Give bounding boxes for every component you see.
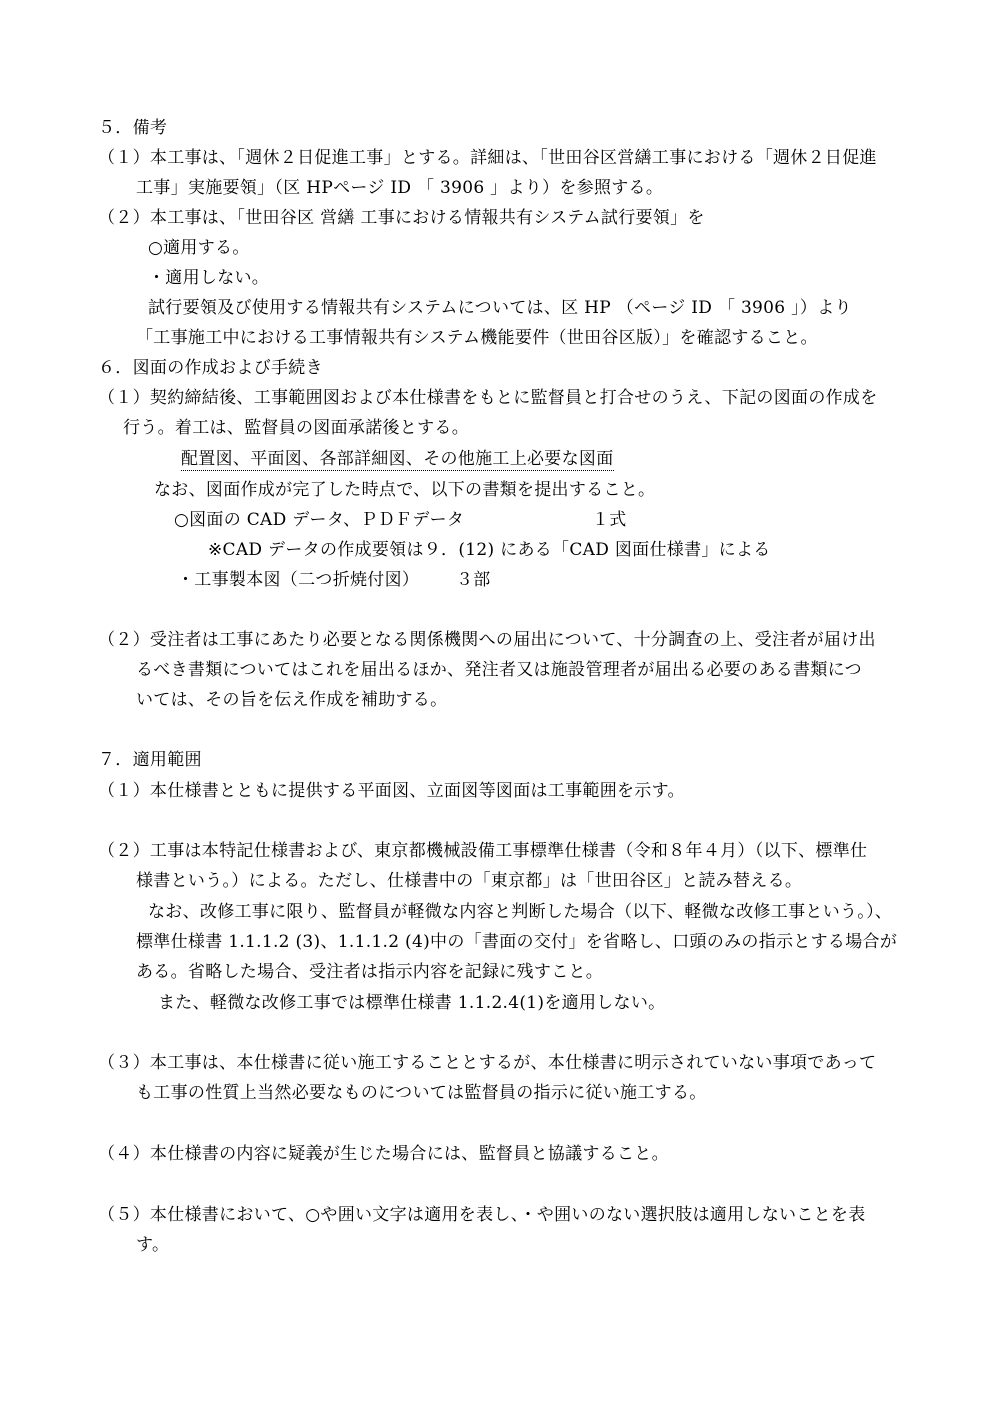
section-7-item-2-line-6: また、軽微な改修工事では標準仕様書 1.1.2.4(1)を適用しない。 [158,993,666,1013]
section-6-item-2-line-2: るべき書類についてはこれを届出るほか、発注者又は施設管理者が届出る必要のある書類につ [136,660,862,680]
section-7-item-3-line-1: （３）本工事は、本仕様書に従い施工することとするが、本仕様書に明示されていない事項であって [98,1053,877,1073]
section-7-item-5-line-2: す。 [136,1235,170,1255]
section-5-item-1-line-2: 工事」実施要領」（区 HPページ ID 「 3906 」より）を参照する。 [136,178,664,198]
section-7-item-4-line-1: （４）本仕様書の内容に疑義が生じた場合には、監督員と協議すること。 [98,1144,669,1164]
section-7-heading: ７．適用範囲 [98,750,202,770]
section-5-item-2-note-1: 試行要領及び使用する情報共有システムについては、区 HP （ページ ID 「 3906 」）より [148,298,852,318]
section-7-item-2-line-2: 様書という。）による。ただし、仕様書中の「東京都」は「世田谷区」と読み替える。 [136,871,803,891]
section-6-item-1-line-1: （１）契約締結後、工事範囲図および本仕様書をもとに監督員と打合せのうえ、下記の図面の作成を [98,388,878,408]
section-5-item-2-line-1: （２）本工事は、「世田谷区 営繕 工事における情報共有システム試行要領」を [98,208,705,228]
cad-data-item: ○図面の CAD データ、ＰＤＦデータ [174,510,465,530]
section-7-item-2-line-1: （２）工事は本特記仕様書および、東京都機械設備工事標準仕様書（令和８年４月）（以下、標準仕 [98,841,868,861]
section-5-heading: ５．備考 [98,118,168,138]
required-drawings [181,448,614,470]
section-7-item-5-line-1: （５）本仕様書において、○や囲い文字は適用を表し、・や囲いのない選択肢は適用しないことを表 [98,1205,866,1225]
section-7-item-1-line-1: （１）本仕様書とともに提供する平面図、立面図等図面は工事範囲を示す。 [98,781,685,801]
section-7-item-2-line-3: なお、改修工事に限り、監督員が軽微な内容と判断した場合（以下、軽微な改修工事という。）、 [148,902,893,922]
option-not-applied: ・適用しない。 [148,268,270,288]
required-drawings-text: 配置図、平面図、各部詳細図、その他施工上必要な図面 [181,449,614,469]
print-drawings-item: ・工事製本図（二つ折焼付図） [177,570,420,590]
section-7-item-3-line-2: も工事の性質上当然必要なものについては監督員の指示に従い施工する。 [136,1083,707,1103]
section-6-heading: ６．図面の作成および手続き [98,358,323,378]
section-6-item-1-line-2: 行う。着工は、監督員の図面承諾後とする。 [123,418,469,438]
print-drawings-quantity: ３部 [456,570,491,590]
section-7-item-2-line-5: ある。省略した場合、受注者は指示内容を記録に残すこと。 [136,962,604,982]
cad-data-quantity: １式 [592,510,627,530]
section-7-item-2-line-4: 標準仕様書 1.1.1.2 (3)、1.1.1.2 (4)中の「書面の交付」を省略し、口頭のみの指示とする場合が [136,932,898,952]
cad-data-note: ※CAD データの作成要領は９．(12) にある「CAD 図面仕様書」による [208,540,771,560]
submit-note: なお、図面作成が完了した時点で、以下の書類を提出すること。 [154,480,656,500]
section-6-item-2-line-3: いては、その旨を伝え作成を補助する。 [136,690,448,710]
section-6-item-2-line-1: （２）受注者は工事にあたり必要となる関係機関への届出について、十分調査の上、受注者が届け出 [98,630,876,650]
section-5-item-1-line-1: （１）本工事は、「週休２日促進工事」とする。詳細は、「世田谷区営繕工事における「週休２日促進 [98,148,877,168]
option-applied: ○適用する。 [148,238,250,258]
section-5-item-2-note-2: 「工事施工中における工事情報共有システム機能要件（世田谷区版）」を確認すること。 [136,328,818,348]
